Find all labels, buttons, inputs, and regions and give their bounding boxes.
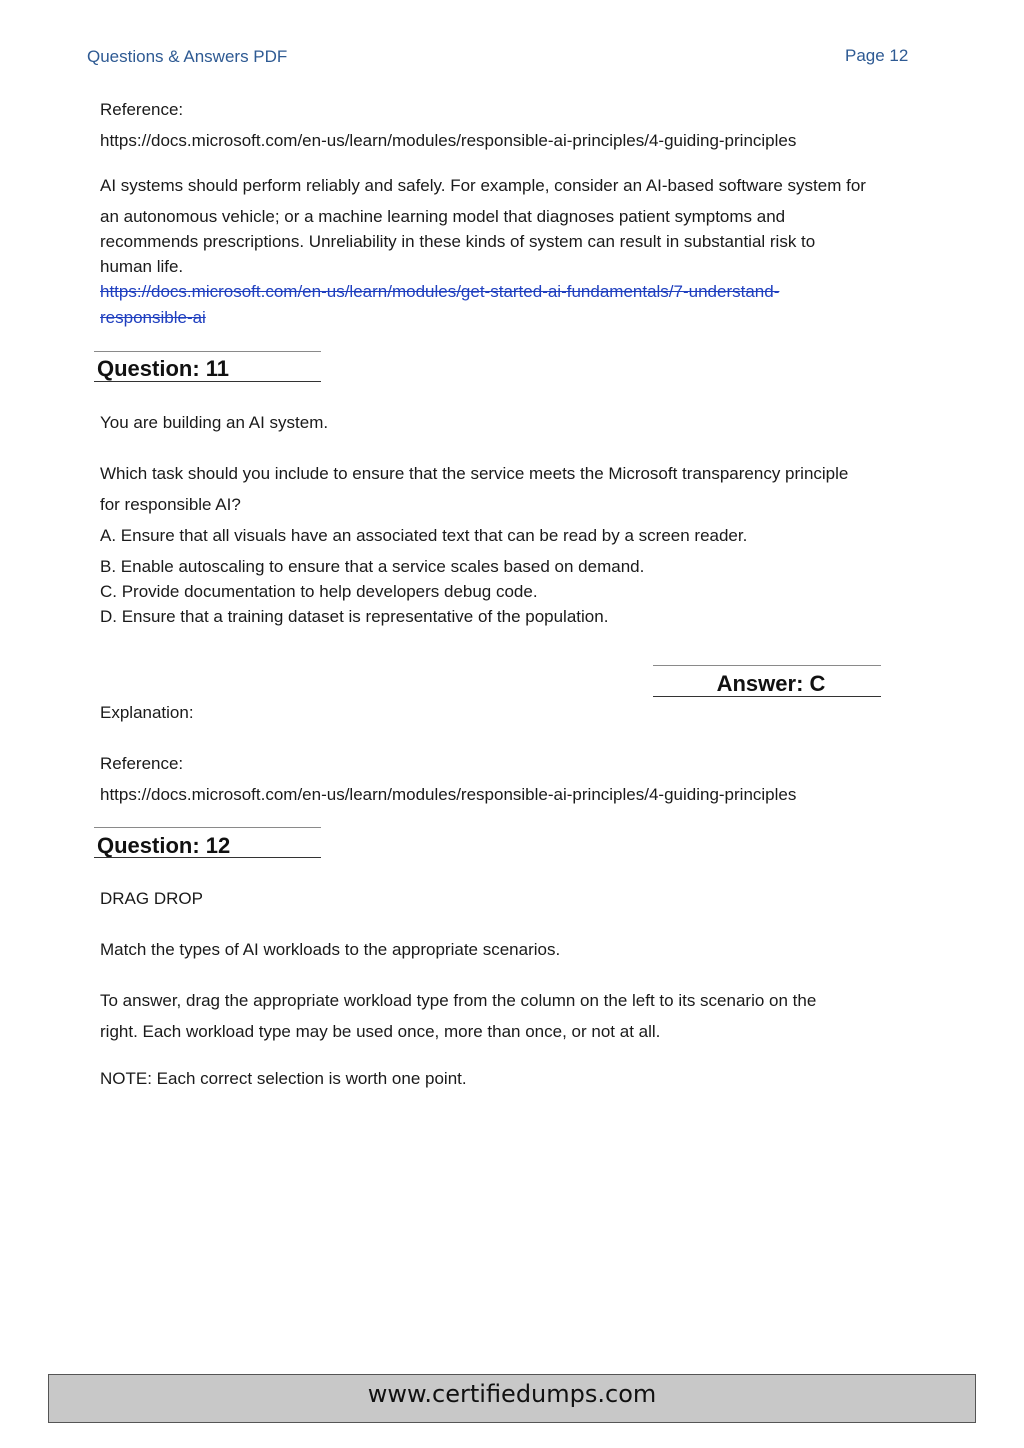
page-number: Page 12: [845, 46, 909, 65]
question-text-line: Which task should you include to ensure that the service meets the Microsoft transparency principle: [100, 464, 849, 483]
option-c: C. Provide documentation to help developers debug code.: [100, 582, 538, 601]
answer-divider-top: [653, 665, 881, 666]
question-note: NOTE: Each correct selection is worth one point.: [100, 1069, 467, 1088]
question-text-line: for responsible AI?: [100, 495, 241, 514]
question-divider: [94, 351, 321, 352]
option-d: D. Ensure that a training dataset is representative of the population.: [100, 607, 609, 626]
answer-instruction-line: To answer, drag the appropriate workload type from the column on the left to its scenario on the: [100, 991, 817, 1010]
answer-instruction-line: right. Each workload type may be used once, more than once, or not at all.: [100, 1022, 661, 1041]
question-instruction: Match the types of AI workloads to the appropriate scenarios.: [100, 940, 561, 959]
question-title: Question: 11: [97, 356, 230, 381]
reference-url: https://docs.microsoft.com/en-us/learn/modules/responsible-ai-principles/4-guiding-principles: [100, 131, 797, 150]
answer-underline: [653, 696, 881, 697]
question-title: Question: 12: [97, 833, 231, 858]
footer-bar: [48, 1374, 976, 1423]
question-underline: [94, 381, 321, 382]
question-type: DRAG DROP: [100, 889, 203, 908]
reference-label: Reference:: [100, 754, 184, 773]
answer-label: Answer: C: [716, 671, 826, 696]
explanation-paragraph-line: AI systems should perform reliably and safely. For example, consider an AI-based software system for: [100, 176, 866, 195]
reference-label: Reference:: [100, 100, 184, 119]
explanation-paragraph-line: human life.: [100, 257, 184, 276]
explanation-paragraph-line: recommends prescriptions. Unreliability in these kinds of system can result in substantial risk to: [100, 232, 816, 251]
explanation-paragraph-line: an autonomous vehicle; or a machine learning model that diagnoses patient symptoms and: [100, 207, 786, 226]
option-a: A. Ensure that all visuals have an associated text that can be read by a screen reader.: [100, 526, 748, 545]
option-b: B. Enable autoscaling to ensure that a service scales based on demand.: [100, 557, 645, 576]
header-title: Questions & Answers PDF: [87, 47, 288, 66]
explanation-label: Explanation:: [100, 703, 194, 722]
reference-link-continued[interactable]: responsible-ai: [100, 308, 206, 327]
reference-url: https://docs.microsoft.com/en-us/learn/modules/responsible-ai-principles/4-guiding-principles: [100, 785, 797, 804]
question-intro: You are building an AI system.: [100, 413, 329, 432]
question-underline: [94, 857, 321, 858]
question-divider: [94, 827, 321, 828]
footer-site[interactable]: www.certifiedumps.com: [367, 1380, 657, 1408]
reference-link[interactable]: https://docs.microsoft.com/en-us/learn/modules/get-started-ai-fundamentals/7-understand-: [100, 282, 780, 301]
